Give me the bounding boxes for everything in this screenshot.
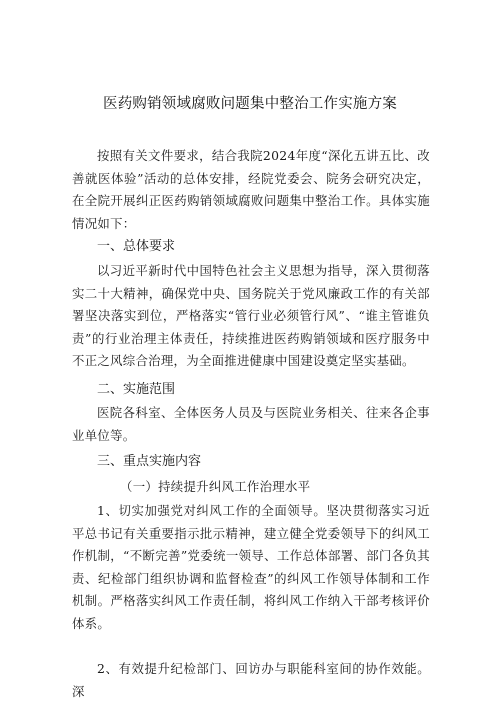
- item-2-paragraph: 2、有效提升纪检部门、回访办与职能科室间的协作效能。深: [72, 661, 430, 699]
- scope-paragraph: 医院各科室、全体医务人员及与医院业务相关、往来各企事业单位等。: [72, 405, 430, 443]
- general-requirements-paragraph: 以习近平新时代中国特色社会主义思想为指导，深入贯彻落实二十大精神，确保党中央、国务院关于党风廉政工作的有关部署坚决落实到位，严格落实“管行业必须管行风”、“谁主管谁负责”的行业治理主体责任，持续推进医药购销领域和医疗服务中不正之风综合治理，为全面推进健康中国建设奠定坚实基础。: [72, 263, 430, 369]
- section-heading-key-content: 三、重点实施内容: [97, 454, 202, 469]
- subsection-heading-1: （一）持续提升纠风工作治理水平: [120, 479, 311, 494]
- document-title: 医药购销领域腐败问题集中整治工作实施方案: [103, 96, 397, 112]
- item-1-paragraph: 1、切实加强党对纠风工作的全面领导。坚决贯彻落实习近平总书记有关重要指示批示精神，建立健全党委领导下的纠风工作机制，“不断完善”党委统一领导、工作总体部署、部门各负其责、纪检部门组织协调和监督检查”的纠风工作领导体制和工作机制。严格落实纠风工作责任制，将纠风工作纳入干部考核评价体系。: [72, 503, 430, 631]
- section-heading-scope: 二、实施范围: [97, 382, 176, 397]
- intro-paragraph: 按照有关文件要求，结合我院2024年度“深化五讲五比、改善就医体验”活动的总体安排，经院党委会、院务会研究决定，在全院开展纠正医药购销领域腐败问题集中整治工作。具体实施情况如下：: [72, 148, 430, 231]
- section-heading-general-requirements: 一、总体要求: [97, 239, 176, 254]
